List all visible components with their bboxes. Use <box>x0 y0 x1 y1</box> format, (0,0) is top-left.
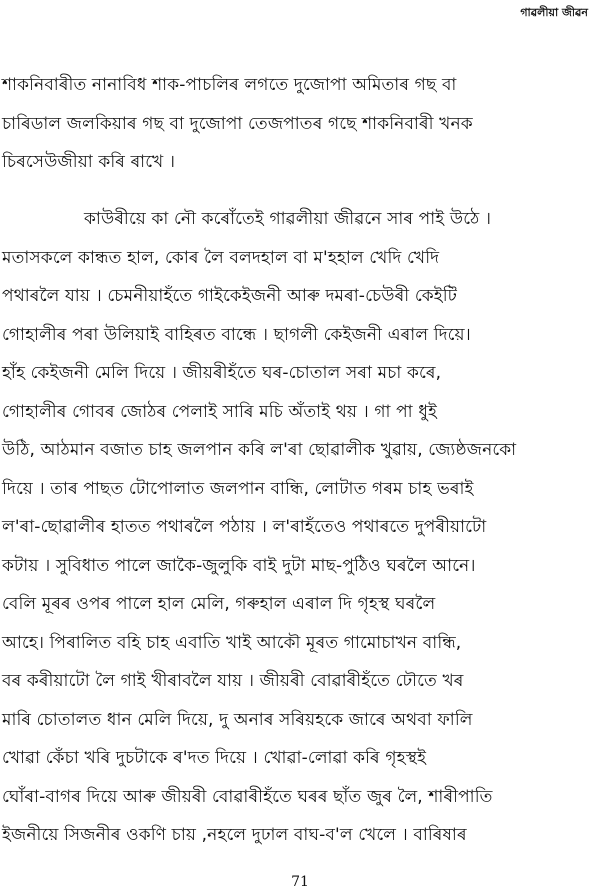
text-line: গোহালীৰ গোবৰ জোঠৰ পেলাই সাৰি মচি অঁতাই থয় । গা পা ধুই <box>2 401 437 422</box>
running-header: গাৱলীয়া জীৱন <box>520 6 588 19</box>
text-line: দিয়ে । তাৰ পাছত টোপোলাত জলপান বান্ধি, লোটাত গৰম চাহ ভৰাই <box>2 478 474 499</box>
text-line: গোহালীৰ পৰা উলিয়াই বাহিৰত বান্ধে । ছাগলী কেইজনী এৰাল দিয়ে। <box>2 324 471 345</box>
text-line: চিৰসেউজীয়া কৰি ৰাখে । <box>2 152 176 172</box>
text-line: আহে। পিৰালিত বহি চাহ এবাতি খাই আকৌ মূৰত গামোচাখন বান্ধি, <box>2 632 462 653</box>
text-line: বৰ কৰীয়াটো লৈ গাই খীৰাবলৈ যায় । জীয়ৰী বোৱাৰীহঁতে ঢৌতে খৰ <box>2 671 464 691</box>
text-line: উঠি, আঠমান বজাত চাহ জলপান কৰি ল'ৰা ছোৱালীক খুৱায়, জ্যেষ্ঠজনকো <box>2 440 517 460</box>
text-line: পথাৰলৈ যায় । চেমনীয়াহঁতে গাইকেইজনী আৰু দমৰা-চেউৰী কেইটি <box>2 286 458 306</box>
text-line: হাঁহ কেইজনী মেলি দিয়ে । জীয়ৰীহঁতে ঘৰ-চোতাল সৰা মচা কৰে, <box>2 363 442 383</box>
text-line: কাউৰীয়ে কা নৌ কৰোঁতেই গাৱলীয়া জীৱনে সাৰ পাই উঠে । <box>84 209 492 229</box>
paragraph-1 <box>2 66 596 182</box>
text-line: মাৰি চোতালত ধান মেলি দিয়ে, দু অনাৰ সৰিয়হকে জাৰে অথবা ফালি <box>2 709 473 730</box>
page-number: 71 <box>291 874 309 890</box>
text-line: ল'ৰা-ছোৱালীৰ হাতত পথাৰলৈ পঠায় । ল'ৰাহঁতেও পথাৰতে দুপৰীয়াটো <box>2 517 487 537</box>
text-line: কটায় । সুবিধাত পালে জাকৈ-জুলুকি বাই দুটা মাছ-পুঠিও ঘৰলৈ আনে। <box>2 555 476 576</box>
text-line: মতাসকলে কান্ধত হাল, কোৰ লৈ বলদহাল বা ম'হহাল খেদি খেদি <box>2 247 440 268</box>
text-line: ঘোঁৰা-বাগৰ দিয়ে আৰু জীয়ৰী বোৱাৰীহঁতে ঘৰৰ ছাঁত জুৰ লৈ, শাৰীপাতি <box>2 786 493 807</box>
text-line: খোৱা কেঁচা খৰি দুচটাকে ৰ'দত দিয়ে । খোৱা-লোৱা কৰি গৃহস্থই <box>2 748 427 768</box>
text-line: ইজনীয়ে সিজনীৰ ওকণি চায় ,নহলে দুঢাল বাঘ-ব'ল খেলে । বাৰিষাৰ <box>2 825 467 845</box>
text-line: চাৰিডাল জলকিয়াৰ গছ বা দুজোপা তেজপাতৰ গছে শাকনিবাৰী খনক <box>2 113 473 134</box>
paragraph-2 <box>2 200 596 855</box>
text-line: শাকনিবাৰীত নানাবিধ শাক-পাচলিৰ লগতে দুজোপা অমিতাৰ গছ বা <box>2 75 457 95</box>
text-line: বেলি মূৰৰ ওপৰ পালে হাল মেলি, গৰুহাল এৰাল দি গৃহস্থ ঘৰলৈ <box>2 594 436 614</box>
